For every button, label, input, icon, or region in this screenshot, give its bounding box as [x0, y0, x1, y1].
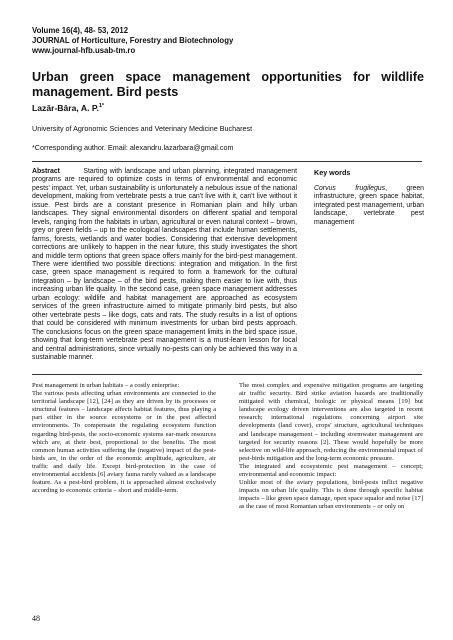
journal-volume: Volume 16(4), 48- 53, 2012	[32, 26, 129, 35]
abstract-text: Starting with landscape and urban planning, integrated management programs are required to optimize costs in terms of environmental and economic pests' impact. Yet, urban sustainability is unfortunately a nebulous issue of the national development, making from vertebrate pests a true can't live with it, can't live without it issue. Pest birds are a constant presence in Romanian plain and hilly urban landscapes. They signal environmental disorders on different spatial and temporal levels, ranging from the habitats in urban, agricultural or even natural context – brown, grey or green fields – up to the ecological landscapes that include human settlements, farms, forests, wetlands and water bodies. Considering that extensive development corrections are unlikely to happen in the near future, this study investigates the short and middle term options that green space offers mainly for the bird-pest management. There were identified two possible directions: integration and mitigation. In the first case, green space management is required to form a framework for the cultural integration – by landscape – of the bird pests, making them easier to live with, thus increasing urban life quality. In the second case, green space management addresses urban ecology: wildlife and habitat management are approached as ecosystem services of the green infrastructure aimed to mitigate primarily bird pests, but also other vertebrate pests – like dogs, cats and rats. The study results in a list of options that could be considered with minimum investments for urban bird pests approach. The conclusions focus on the green space management limits in the bird space issue, showing that long-term vertebrate pest management is a must-learn lesson for local and central administrations, since virtually no-pests can only be achieved this way in a sustainable manner.	[32, 168, 297, 361]
paper-title: Urban green space management opportunities for wildlife management. Bird pests	[32, 70, 424, 99]
corresponding-author: *Corresponding author. Email: alexandru.lazarbara@gmail.com	[32, 143, 234, 152]
abstract-heading: Abstract	[32, 168, 60, 175]
body-paragraph: The most complex and expensive mitigation programs are targeting air traffic security. Bird strike aviation hazards are traditionally mitigated with chemical, biologic or physical means [19] but landscape ecology driven interventions are also targeted in recent research; international regulations concerning airport site developments (land cover), crops' structure, agricultural techniques and landscape management – including stormwater management are targeted for security reasons [2]. These would hopefully be more selective on wild-life approach, reducing the environmental impact of pest-birds mitigation and the long-term economic pressure.	[239, 382, 423, 462]
keywords-rest: , green infrastructure, green space habitat, integrated pest management, urban landscape, vertebrate pest management	[314, 185, 425, 226]
author-name: Lazăr-Bâra, A. P.	[32, 103, 99, 113]
keywords-heading: Key words	[314, 168, 351, 177]
section-heading: The integrated and ecosystemic pest management – concept; environmental and economic impact:	[239, 462, 423, 479]
body-paragraph: Unlike most of the aviary populations, bird-pests inflict negative impacts on urban life quality. This is done through specific habitat impacts – like green space damage, open space squalor and noise [17] as the case of most Romanian urban environments – or only on	[239, 479, 423, 511]
body-paragraph: The various pests affecting urban environments are connected to the territorial landscape [12], [24] as they are driven by its processes or structural features – landscape affects habitat features, thus playing a part either in the source ecosystems or in the pest affected environments. To compensate the regulating ecosystem function regarding bird-pests, the socio-economic systems ear-mark resources which are, at their best, proportional to the benefits. The most common human activities suffering the (negative) impact of the pest-birds are, in the order of the economic amplitude, agriculture, air traffic and daily life. Except bird-protection in the case of environmental accidents [6] aviary fauna rarely valued as a landscape feature. As a pest-bird problem, it is approached almost exclusively according to economic criteria – short and middle-term.	[32, 390, 216, 495]
page-number: 48	[32, 614, 40, 623]
keywords-latin: Corvus frugilegus	[314, 185, 386, 192]
journal-header	[32, 26, 233, 56]
top-divider	[32, 161, 422, 162]
section-heading: Pest management in urban habitats – a costly enterprise:	[32, 382, 180, 389]
journal-url[interactable]: www.journal-hfb.usab-tm.ro	[32, 46, 136, 55]
mid-divider	[32, 374, 422, 375]
keywords-list	[314, 185, 424, 227]
journal-name: JOURNAL of Horticulture, Forestry and Biotechnology	[32, 36, 234, 45]
abstract-block	[32, 168, 297, 362]
body-column-left	[32, 382, 216, 495]
author-line	[32, 103, 104, 113]
author-mark: 1*	[98, 103, 105, 110]
affiliation: University of Agronomic Sciences and Veterinary Medicine Bucharest	[32, 124, 253, 133]
body-column-right	[239, 382, 423, 512]
